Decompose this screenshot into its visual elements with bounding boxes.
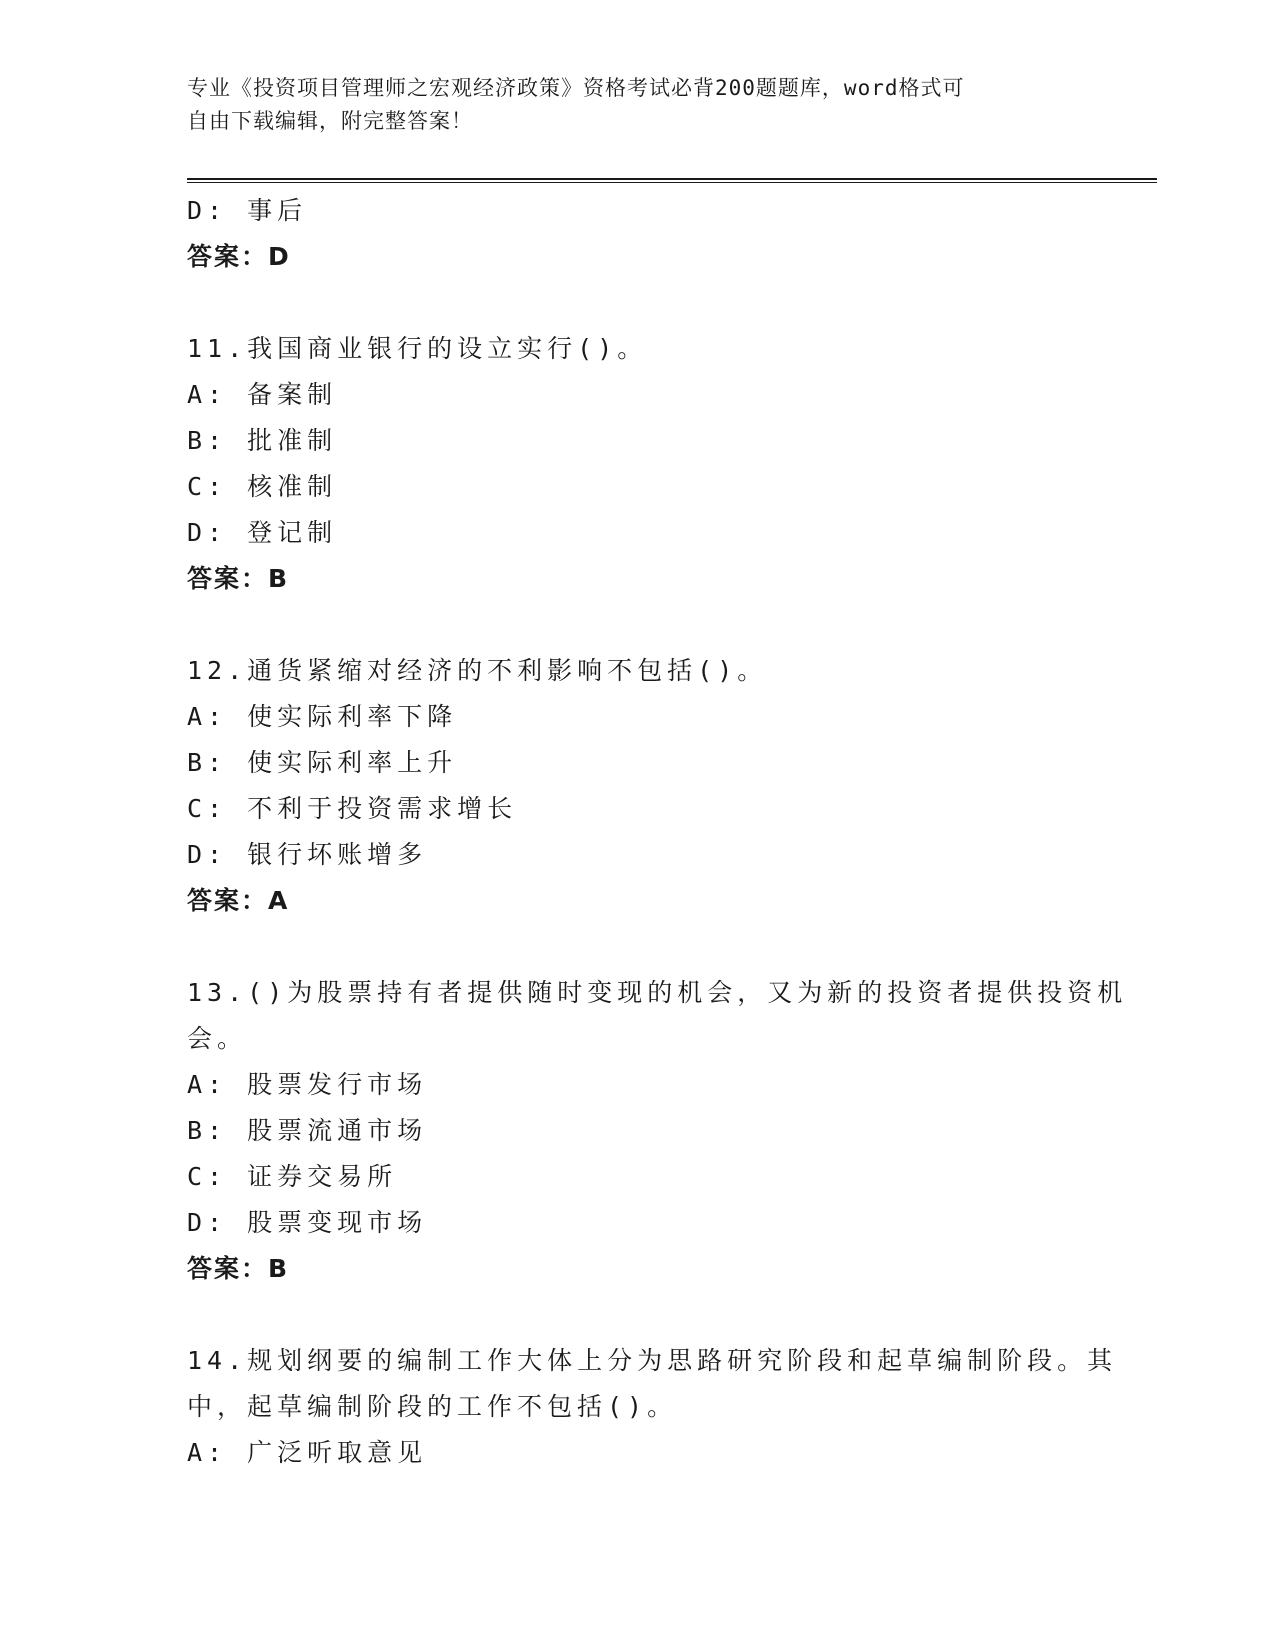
option-a: A: 备案制 <box>187 380 338 409</box>
header-line-2: 自由下载编辑，附完整答案！ <box>187 109 473 133</box>
answer-line: 答案：B <box>187 564 290 593</box>
answer-line: 答案：B <box>187 1254 290 1283</box>
question-stem: 11.我国商业银行的设立实行()。 <box>187 334 648 363</box>
question-11 <box>187 326 1087 602</box>
question-stem-line-2: 会。 <box>187 1024 248 1053</box>
option-d: D: 股票变现市场 <box>187 1208 428 1237</box>
question-13 <box>187 970 1128 1292</box>
answer-line: 答案：D <box>187 242 291 271</box>
question-stem-line-2: 中，起草编制阶段的工作不包括()。 <box>187 1392 678 1421</box>
option-d: D: 事后 <box>187 196 308 225</box>
option-c: C: 不利于投资需求增长 <box>187 794 518 823</box>
question-stem-line-1: 14.规划纲要的编制工作大体上分为思路研究阶段和起草编制阶段。其 <box>187 1346 1118 1375</box>
option-b: B: 使实际利率上升 <box>187 748 458 777</box>
option-c: C: 证券交易所 <box>187 1162 398 1191</box>
answer-line: 答案：A <box>187 886 290 915</box>
option-d: D: 登记制 <box>187 518 338 547</box>
option-c: C: 核准制 <box>187 472 338 501</box>
option-a: A: 股票发行市场 <box>187 1070 428 1099</box>
question-stem: 12.通货紧缩对经济的不利影响不包括()。 <box>187 656 768 685</box>
question-stem-line-1: 13.()为股票持有者提供随时变现的机会，又为新的投资者提供投资机 <box>187 978 1128 1007</box>
question-14 <box>187 1338 1118 1476</box>
header-line-1: 专业《投资项目管理师之宏观经济政策》资格考试必背200题题库，word格式可 <box>187 76 965 100</box>
option-d: D: 银行坏账增多 <box>187 840 428 869</box>
option-b: B: 批准制 <box>187 426 338 455</box>
header-divider <box>187 178 1157 183</box>
option-a: A: 使实际利率下降 <box>187 702 458 731</box>
question-12 <box>187 648 1087 924</box>
option-a: A: 广泛听取意见 <box>187 1438 428 1467</box>
page-header <box>187 72 1067 138</box>
option-b: B: 股票流通市场 <box>187 1116 428 1145</box>
question-content <box>187 188 1128 1476</box>
